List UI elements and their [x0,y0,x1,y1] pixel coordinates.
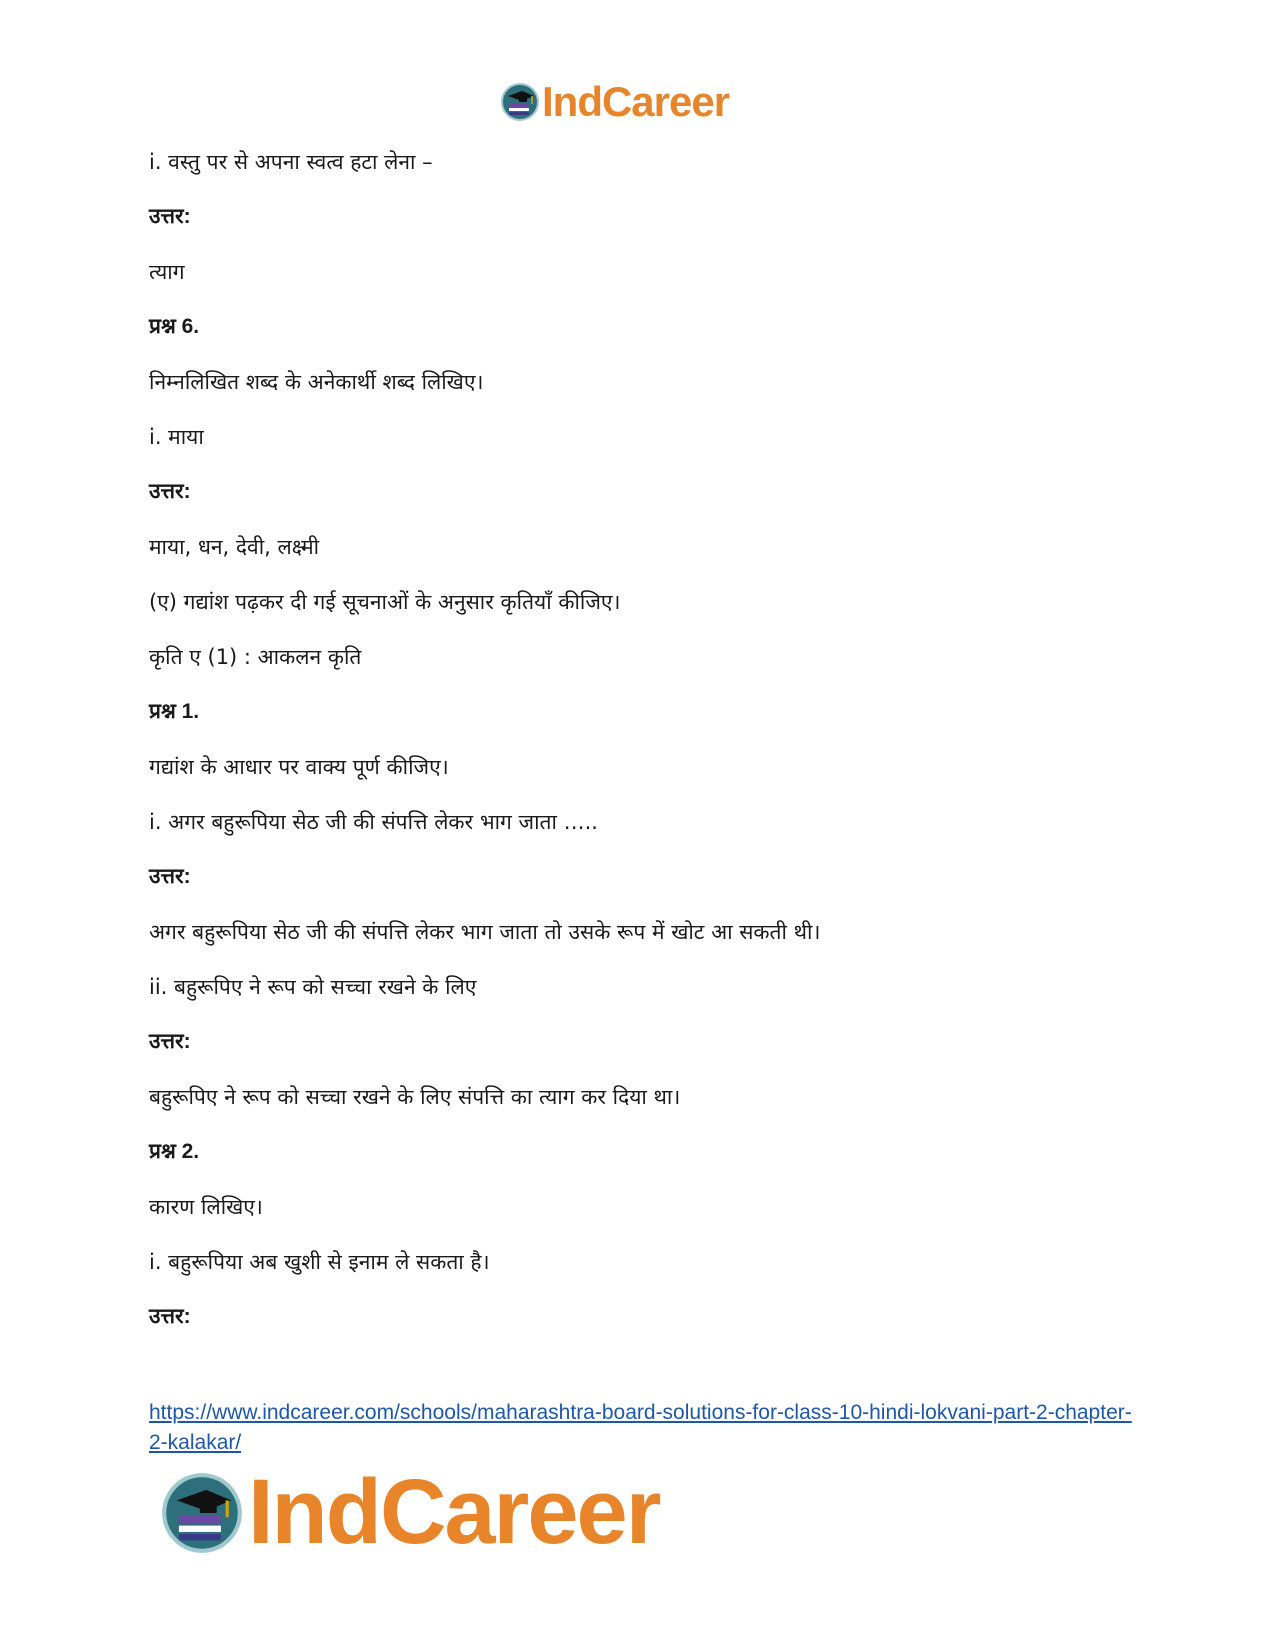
footer-logo [160,1460,660,1565]
answer-label: उत्तर: [149,205,191,228]
answer-label: उत्तर: [149,480,191,503]
text-line: i. अगर बहुरूपिया सेठ जी की संपत्ति लेकर भाग जाता ….. [149,810,598,834]
instruction-text: निम्नलिखित शब्द के अनेकार्थी शब्द लिखिए। [149,370,484,394]
answer-label: उत्तर: [149,1030,191,1053]
logo-text: IndCareer [248,1461,660,1563]
section-heading: (ए) गद्यांश पढ़कर दी गई सूचनाओं के अनुसार कृतियाँ कीजिए। [149,590,621,614]
answer-label: उत्तर: [149,865,191,888]
question-heading: प्रश्न 2. [149,1140,200,1163]
instruction-text: कारण लिखिए। [149,1195,263,1219]
logo-text: IndCareer [542,78,730,125]
section-heading: कृति ए (1) : आकलन कृति [149,645,362,669]
header-logo [500,78,729,126]
document-body [149,140,1149,1350]
text-line: i. माया [149,425,204,449]
answer-text: अगर बहुरूपिया सेठ जी की संपत्ति लेकर भाग जाता तो उसके रूप में खोट आ सकती थी। [149,920,821,944]
text-line: i. वस्तु पर से अपना स्वत्व हटा लेना – [149,150,433,174]
text-line: i. बहुरूपिया अब खुशी से इनाम ले सकता है। [149,1250,490,1274]
answer-text: माया, धन, देवी, लक्ष्मी [149,535,320,559]
graduation-book-icon [500,82,540,122]
answer-label: उत्तर: [149,1305,191,1328]
question-heading: प्रश्न 1. [149,700,200,723]
instruction-text: गद्यांश के आधार पर वाक्य पूर्ण कीजिए। [149,755,449,779]
source-url-link[interactable]: https://www.indcareer.com/schools/maharashtra-board-solutions-for-class-10-hindi-lokvani-part-2-chapter-2-kalakar/ [149,1401,1132,1454]
answer-text: त्याग [149,260,185,284]
answer-text: बहुरूपिए ने रूप को सच्चा रखने के लिए संपत्ति का त्याग कर दिया था। [149,1085,681,1109]
text-line: ii. बहुरूपिए ने रूप को सच्चा रखने के लिए [149,975,477,999]
graduation-book-icon [160,1471,244,1555]
question-heading: प्रश्न 6. [149,315,200,338]
